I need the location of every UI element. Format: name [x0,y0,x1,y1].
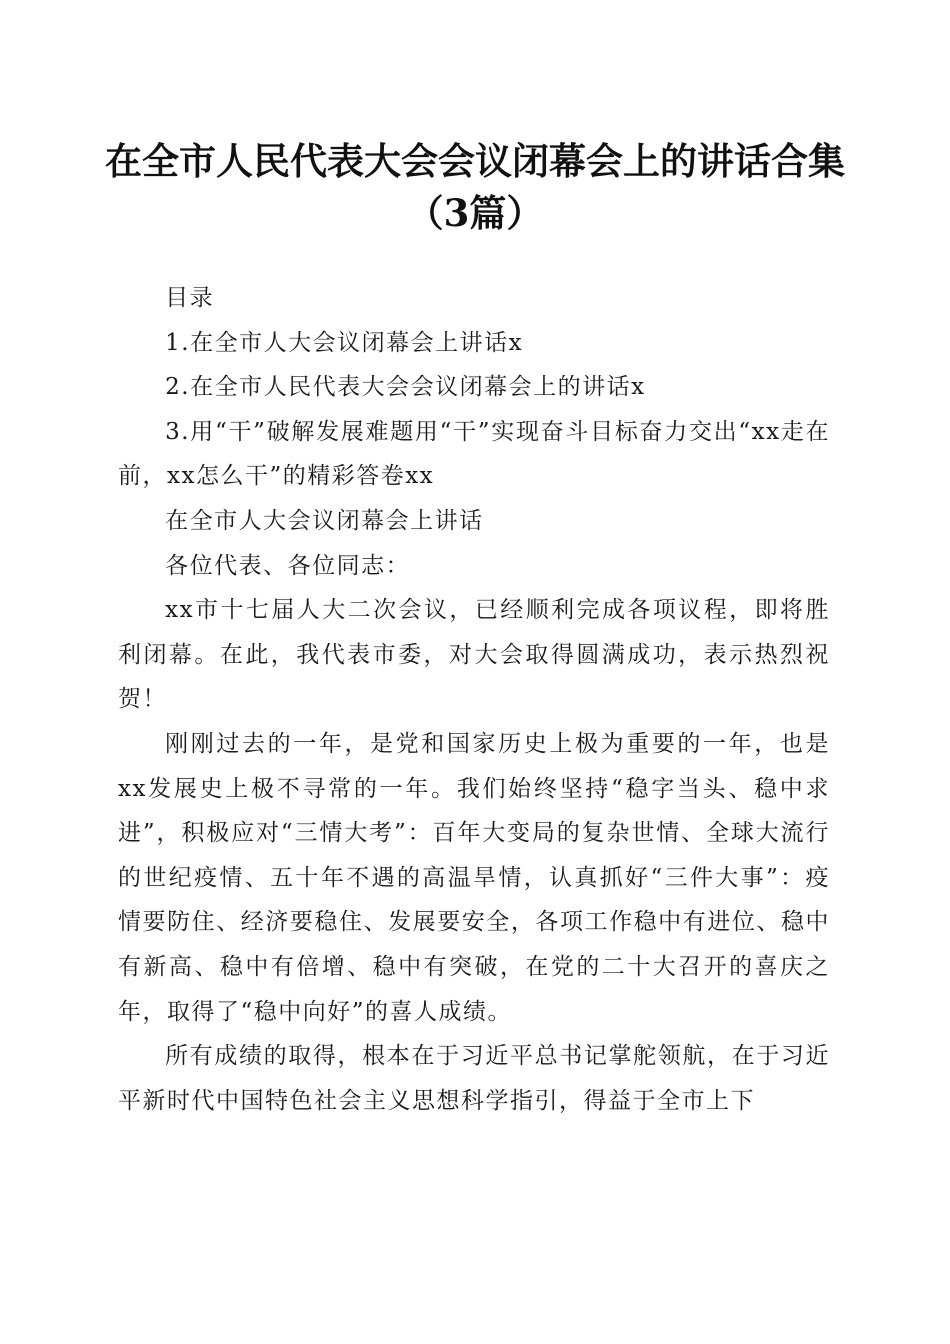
toc-heading: 目录 [165,285,215,311]
toc-item-3: 3.用“干”破解发展难题用“干”实现奋斗目标奋力交出“xx走在前，xx怎么干”的精彩答卷xx [118,418,830,490]
title-line-2: （3篇） [406,191,544,235]
section-title: 在全市人大会议闭幕会上讲话 [165,507,484,534]
paragraph-1: xx市十七届人大二次会议，已经顺利完成各项议程，即将胜利闭幕。在此，我代表市委，对大会取得圆满成功，表示热烈祝贺！ [118,597,830,713]
toc-item-1: 1.在全市人大会议闭幕会上讲话x [165,329,524,356]
document-title [100,138,850,236]
title-line-1: 在全市人民代表大会会议闭幕会上的讲话合集 [105,139,845,183]
document-body [118,276,830,1123]
salutation: 各位代表、各位同志： [165,552,411,579]
toc-item-2: 2.在全市人民代表大会会议闭幕会上的讲话x [165,374,646,401]
paragraph-3: 所有成绩的取得，根本在于习近平总书记掌舵领航，在于习近平新时代中国特色社会主义思想科学指引，得益于全市上下 [118,1043,830,1114]
paragraph-2: 刚刚过去的一年，是党和国家历史上极为重要的一年，也是xx发展史上极不寻常的一年。我们始终坚持“稳字当头、稳中求进”，积极应对“三情大考”：百年大变局的复杂世情、全球大流行的世纪疫情、五十年不遇的高温旱情，认真抓好“三件大事”：疫情要防住、经济要稳住、发展要安全，各项工作稳中有进位、稳中有新高、稳中有倍增、稳中有突破，在党的二十大召开的喜庆之年，取得了“稳中向好”的喜人成绩。 [118,730,830,1025]
